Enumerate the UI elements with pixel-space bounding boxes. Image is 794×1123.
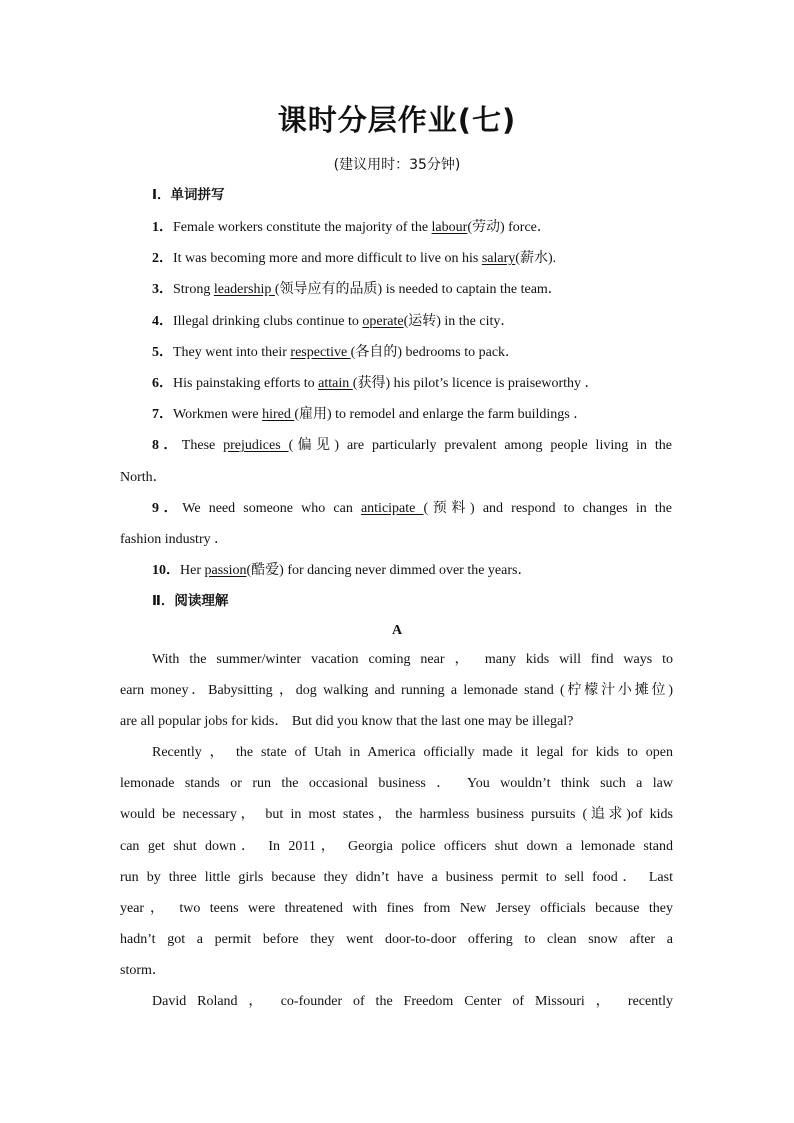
item-text-before: These (181, 438, 224, 454)
item-number: 4． (152, 313, 173, 329)
item-answer: operate (362, 313, 404, 329)
section-heading-reading: Ⅱ．阅读理解 (152, 593, 229, 609)
item-answer: passion (204, 563, 247, 579)
passage-line: lemonade stands or run the occasional business ． You wouldn’t think such a law (120, 776, 673, 791)
item-text-after: (运转) in the city． (403, 313, 515, 329)
item-text-before: Female workers constitute the majority of the (173, 220, 432, 235)
item-number: 8． (152, 438, 182, 454)
item-text-before: They went into their (173, 344, 291, 360)
passage-line: earn money．Babysitting ，dog walking and running a lemonade stand (柠檬汁小摊位) (120, 683, 673, 698)
passage-line: run by three little girls because they didn’t have a business permit to sell food． Last (120, 870, 673, 885)
item-answer: leadership (213, 282, 275, 298)
spelling-item (152, 500, 672, 518)
item-number: 9． (152, 500, 183, 516)
item-text-after: (酷爱) for dancing never dimmed over the years． (246, 563, 532, 579)
section-heading-spelling: Ⅰ．单词拼写 (152, 187, 225, 203)
spelling-item (152, 250, 556, 268)
spelling-item (152, 562, 531, 580)
item-text-after: (偏见) are particularly prevalent among people living in the (288, 438, 673, 454)
item-number: 10． (152, 563, 180, 579)
item-answer: salary (481, 251, 516, 267)
item-text-after: (获得) his pilot’s licence is praiseworthy ． (352, 376, 599, 391)
spelling-item (152, 219, 551, 237)
item-answer: respective (290, 344, 351, 360)
item-text-before: Strong (173, 282, 214, 298)
passage-line: storm． (120, 963, 166, 978)
item-number: 2． (152, 251, 173, 267)
passage-line: With the summer/winter vacation coming near ， many kids will find ways to (152, 652, 673, 667)
page-title: 课时分层作业(七) (277, 103, 517, 137)
item-text-after: (各自的) bedrooms to pack． (350, 344, 520, 360)
item-number: 5． (152, 344, 173, 360)
spelling-item (152, 406, 587, 424)
item-answer: attain (318, 376, 353, 391)
item-text-after: (劳动) force． (467, 220, 551, 235)
spelling-item (152, 437, 672, 455)
passage-line: David Roland ， co-founder of the Freedom Center of Missouri ， recently (152, 994, 673, 1009)
item-answer: hired (262, 407, 295, 423)
item-continuation: fashion industry ． (120, 532, 229, 547)
spelling-item (152, 281, 562, 299)
item-number: 6． (152, 376, 173, 391)
item-text-before: His painstaking efforts to (173, 376, 319, 391)
item-text-before: We need someone who can (182, 500, 361, 516)
item-answer: anticipate (360, 500, 424, 516)
item-text-before: It was becoming more and more difficult to live on his (173, 251, 482, 267)
item-answer: labour (431, 220, 468, 235)
item-text-before: Her (180, 563, 205, 579)
item-answer: prejudices (223, 438, 289, 454)
page-subtitle: (建议用时：35分钟) (333, 157, 461, 173)
item-text-before: Illegal drinking clubs continue to (173, 313, 363, 329)
item-number: 1． (152, 220, 173, 235)
item-text-after: (领导应有的品质) is needed to captain the team． (274, 282, 562, 298)
passage-label: A (391, 623, 403, 638)
spelling-item (152, 313, 514, 331)
passage-line: hadn’t got a permit before they went door-to-door offering to clean snow after a (120, 932, 673, 947)
item-number: 3． (152, 282, 173, 298)
passage-line: Recently ， the state of Utah in America officially made it legal for kids to open (152, 745, 673, 760)
item-text-after: (薪水). (515, 251, 557, 267)
item-continuation: North． (120, 469, 167, 485)
passage-line: can get shut down． In 2011， Georgia police officers shut down a lemonade stand (120, 839, 673, 854)
spelling-item (152, 344, 519, 362)
passage-line: would be necessary， but in most states，the harmless business pursuits (追求)of kids (120, 807, 673, 822)
item-text-before: Workmen were (173, 407, 263, 423)
item-text-after: (预料) and respond to changes in the (423, 500, 672, 516)
passage-line: are all popular jobs for kids． But did you know that the last one may be illegal? (120, 714, 574, 729)
spelling-item (152, 375, 599, 393)
item-number: 7． (152, 407, 173, 423)
passage-line: year， two teens were threatened with fines from New Jersey officials because they (120, 901, 673, 916)
item-text-after: (雇用) to remodel and enlarge the farm buildings ． (294, 407, 588, 423)
